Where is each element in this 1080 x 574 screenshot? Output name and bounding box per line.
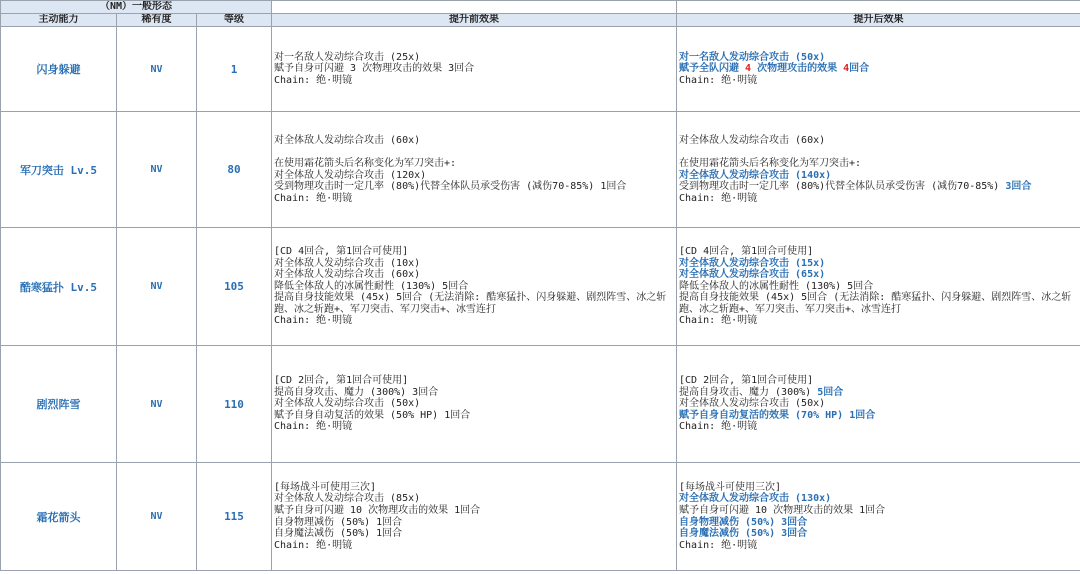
effect-text: 对一名敌人发动综合攻击 (50x): [679, 51, 826, 63]
effect-text: 对全体敌人发动综合攻击 (85x): [274, 493, 421, 505]
effect-line: [679, 146, 1080, 158]
level-value: 1: [197, 27, 272, 112]
effect-line: [274, 517, 676, 529]
table-row: [1, 346, 1080, 463]
rarity-value: NV: [117, 463, 197, 571]
effect-line: [274, 181, 676, 193]
rarity-value: NV: [117, 27, 197, 112]
effect-text: [每场战斗可使用三次]: [679, 481, 782, 493]
effect-line: [679, 258, 1080, 270]
effect-line: [679, 246, 1080, 258]
effect-text: 赋予全队闪避: [679, 63, 746, 75]
before-effect-cell: [272, 112, 677, 228]
effect-line: [274, 146, 676, 158]
effect-line: [679, 52, 1080, 64]
effect-text: 提高自身技能效果 (45x) 5回合 (无法消除: 酷寒猛扑、闪身躲避、剧烈阵雪、冰之斩跑、冰之斩跑+、军刀突击、军刀突击+、冰雪连打: [679, 292, 1072, 315]
effect-text: 3回合: [1005, 181, 1032, 193]
rarity-value: NV: [117, 346, 197, 463]
level-value: 110: [197, 346, 272, 463]
effect-text: [每场战斗可使用三次]: [274, 481, 377, 493]
skill-name: 闪身躲避: [1, 27, 117, 112]
effect-line: [679, 375, 1080, 387]
effect-line: [274, 398, 676, 410]
effect-text: Chain: 绝·明镜: [679, 315, 758, 327]
before-effect-cell: [272, 463, 677, 571]
effect-line: [274, 193, 676, 205]
table-row: [1, 27, 1080, 112]
effect-line: [274, 375, 676, 387]
effect-text: Chain: 绝·明镜: [679, 539, 758, 551]
effect-text: 受到物理攻击时一定几率 (80%)代替全体队员承受伤害 (减伤70-85%): [679, 181, 1006, 193]
effect-line: [274, 158, 676, 170]
effect-line: [274, 52, 676, 64]
effect-line: [679, 135, 1080, 147]
effect-text: Chain: 绝·明镜: [274, 539, 353, 551]
effect-line: [679, 482, 1080, 494]
effect-text: 提高自身攻击、魔力 (300%) 3回合: [274, 386, 439, 398]
effect-line: [274, 292, 676, 315]
effect-line: [274, 387, 676, 399]
before-effect-cell: [272, 27, 677, 112]
table-row: [1, 112, 1080, 228]
table-title: （NM）一般形态: [1, 1, 272, 14]
effect-line: [679, 493, 1080, 505]
effect-text: Chain: 绝·明镜: [679, 421, 758, 433]
effect-text: 对全体敌人发动综合攻击 (65x): [679, 269, 826, 281]
effect-text: [CD 4回合, 第1回合可使用]: [274, 245, 409, 257]
effect-text: 4: [745, 63, 752, 75]
effect-line: [679, 528, 1080, 540]
effect-line: [679, 281, 1080, 293]
effect-line: [274, 246, 676, 258]
effect-line: [274, 482, 676, 494]
effect-text: Chain: 绝·明镜: [274, 421, 353, 433]
level-value: 115: [197, 463, 272, 571]
effect-text: 对全体敌人发动综合攻击 (120x): [274, 169, 427, 181]
effect-text: Chain: 绝·明镜: [679, 192, 758, 204]
effect-text: 4: [843, 63, 850, 75]
effect-line: [274, 258, 676, 270]
effect-line: [274, 505, 676, 517]
effect-line: [679, 398, 1080, 410]
effect-line: [679, 292, 1080, 315]
effect-text: 赋予自身可闪避 10 次物理攻击的效果 1回合: [679, 504, 886, 516]
effect-line: [274, 170, 676, 182]
effect-line: [679, 315, 1080, 327]
effect-line: [679, 63, 1080, 75]
effect-text: 回合: [849, 63, 870, 75]
rarity-value: NV: [117, 228, 197, 346]
effect-text: 在使用霜花箭头后名称变化为军刀突击+:: [274, 157, 457, 169]
before-effect-cell: [272, 346, 677, 463]
level-value: 105: [197, 228, 272, 346]
effect-text: 自身魔法减伤 (50%) 3回合: [679, 528, 808, 540]
skill-name: 霜花箭头: [1, 463, 117, 571]
effect-text: 次物理攻击的效果: [751, 63, 844, 75]
header-level: 等级: [197, 14, 272, 27]
effect-line: [679, 158, 1080, 170]
effect-text: 提高自身攻击、魔力 (300%): [679, 386, 818, 398]
header-after-effect: 提升后效果: [677, 14, 1080, 27]
skill-name: 剧烈阵雪: [1, 346, 117, 463]
effect-text: 赋予自身自动复活的效果 (70% HP) 1回合: [679, 409, 876, 421]
effect-text: 赋予自身可闪避 10 次物理攻击的效果 1回合: [274, 504, 481, 516]
level-value: 80: [197, 112, 272, 228]
effect-text: 在使用霜花箭头后名称变化为军刀突击+:: [679, 157, 862, 169]
effect-line: [679, 269, 1080, 281]
effect-text: [CD 2回合, 第1回合可使用]: [679, 375, 814, 387]
effect-line: [679, 193, 1080, 205]
effect-line: [679, 387, 1080, 399]
effect-text: Chain: 绝·明镜: [274, 315, 353, 327]
effect-line: [679, 181, 1080, 193]
after-effect-cell: [677, 228, 1080, 346]
effect-text: 降低全体敌人的冰属性耐性 (130%) 5回合: [274, 280, 469, 292]
table-row: [1, 463, 1080, 571]
effect-line: [679, 421, 1080, 433]
effect-line: [274, 315, 676, 327]
effect-line: [679, 517, 1080, 529]
effect-text: 降低全体敌人的冰属性耐性 (130%) 5回合: [679, 280, 874, 292]
effect-text: 对全体敌人发动综合攻击 (130x): [679, 493, 832, 505]
effect-text: 受到物理攻击时一定几率 (80%)代替全体队员承受伤害 (减伤70-85%) 1回合: [274, 181, 627, 193]
effect-text: 对全体敌人发动综合攻击 (50x): [274, 398, 421, 410]
effect-line: [679, 540, 1080, 552]
header-rarity: 稀有度: [117, 14, 197, 27]
effect-text: 自身物理减伤 (50%) 3回合: [679, 516, 808, 528]
effect-line: [274, 269, 676, 281]
after-effect-cell: [677, 346, 1080, 463]
effect-line: [679, 410, 1080, 422]
effect-line: [679, 505, 1080, 517]
effect-line: [679, 75, 1080, 87]
before-effect-cell: [272, 228, 677, 346]
after-effect-cell: [677, 463, 1080, 571]
effect-text: 对全体敌人发动综合攻击 (140x): [679, 169, 832, 181]
effect-text: 对全体敌人发动综合攻击 (60x): [274, 269, 421, 281]
effect-text: Chain: 绝·明镜: [274, 74, 353, 86]
title-blank-cell: [677, 1, 1080, 14]
effect-line: [274, 540, 676, 552]
effect-line: [274, 281, 676, 293]
rarity-value: NV: [117, 112, 197, 228]
effect-text: Chain: 绝·明镜: [274, 192, 353, 204]
effect-text: 对全体敌人发动综合攻击 (10x): [274, 257, 421, 269]
effect-line: [274, 528, 676, 540]
effect-line: [679, 170, 1080, 182]
effect-text: 提高自身技能效果 (45x) 5回合 (无法消除: 酷寒猛扑、闪身躲避、剧烈阵雪、冰之斩跑、冰之斩跑+、军刀突击、军刀突击+、冰雪连打: [274, 292, 667, 315]
effect-text: 对一名敌人发动综合攻击 (25x): [274, 51, 421, 63]
skill-name: 军刀突击 Lv.5: [1, 112, 117, 228]
effect-line: [274, 75, 676, 87]
effect-text: [CD 4回合, 第1回合可使用]: [679, 245, 814, 257]
skill-name: 酷寒猛扑 Lv.5: [1, 228, 117, 346]
effect-line: [274, 410, 676, 422]
effect-text: 对全体敌人发动综合攻击 (15x): [679, 257, 826, 269]
title-blank-cell: [272, 1, 677, 14]
after-effect-cell: [677, 112, 1080, 228]
header-skill: 主动能力: [1, 14, 117, 27]
effect-line: [274, 63, 676, 75]
effect-text: 赋予自身可闪避 3 次物理攻击的效果 3回合: [274, 63, 475, 75]
effect-text: 赋予自身自动复活的效果 (50% HP) 1回合: [274, 409, 471, 421]
effect-text: Chain: 绝·明镜: [679, 74, 758, 86]
effect-text: 自身魔法减伤 (50%) 1回合: [274, 528, 403, 540]
effect-text: [CD 2回合, 第1回合可使用]: [274, 375, 409, 387]
effect-line: [274, 421, 676, 433]
effect-text: 对全体敌人发动综合攻击 (60x): [274, 134, 421, 146]
after-effect-cell: [677, 27, 1080, 112]
effect-line: [274, 493, 676, 505]
effect-text: 5回合: [817, 386, 844, 398]
effect-text: 自身物理减伤 (50%) 1回合: [274, 516, 403, 528]
table-row: [1, 228, 1080, 346]
effect-text: 对全体敌人发动综合攻击 (60x): [679, 134, 826, 146]
header-before-effect: 提升前效果: [272, 14, 677, 27]
effect-text: 对全体敌人发动综合攻击 (50x): [679, 398, 826, 410]
effect-line: [274, 135, 676, 147]
